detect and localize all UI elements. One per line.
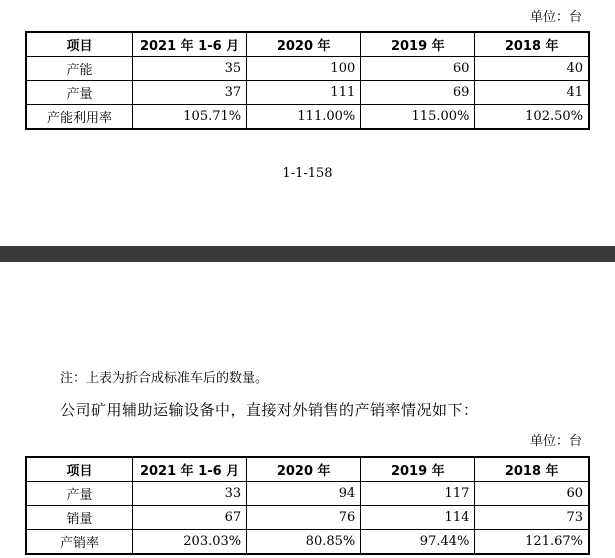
table-row xyxy=(26,506,589,530)
header-2021h1: 2021 年 1-6 月 xyxy=(133,32,247,57)
header-item: 项目 xyxy=(26,457,133,482)
table-row xyxy=(26,482,589,506)
page-divider xyxy=(0,246,615,262)
header-2019: 2019 年 xyxy=(361,32,475,57)
row-label: 产量 xyxy=(26,482,133,506)
header-2020: 2020 年 xyxy=(247,457,361,482)
header-2021h1: 2021 年 1-6 月 xyxy=(133,457,247,482)
table-row xyxy=(26,57,589,81)
row-label: 产能利用率 xyxy=(26,105,133,130)
cell-value: 60 xyxy=(361,57,475,81)
cell-value: 76 xyxy=(247,506,361,530)
table-row xyxy=(26,530,589,555)
header-2018: 2018 年 xyxy=(475,457,589,482)
cell-value: 60 xyxy=(475,482,589,506)
cell-value: 94 xyxy=(247,482,361,506)
cell-value: 121.67% xyxy=(475,530,589,555)
row-label: 产能 xyxy=(26,57,133,81)
table-row xyxy=(26,81,589,105)
cell-value: 41 xyxy=(475,81,589,105)
table-header-row xyxy=(26,457,589,482)
cell-value: 105.71% xyxy=(133,105,247,130)
header-item: 项目 xyxy=(26,32,133,57)
cell-value: 37 xyxy=(133,81,247,105)
cell-value: 97.44% xyxy=(361,530,475,555)
cell-value: 111.00% xyxy=(247,105,361,130)
table1-unit: 单位：台 xyxy=(529,10,582,25)
row-label: 产量 xyxy=(26,81,133,105)
cell-value: 73 xyxy=(475,506,589,530)
cell-value: 40 xyxy=(475,57,589,81)
header-2020: 2020 年 xyxy=(247,32,361,57)
table-note: 注：上表为折合成标准车后的数量。 xyxy=(60,371,269,386)
capacity-table xyxy=(25,31,590,130)
header-2018: 2018 年 xyxy=(475,32,589,57)
cell-value: 114 xyxy=(361,506,475,530)
cell-value: 67 xyxy=(133,506,247,530)
row-label: 销量 xyxy=(26,506,133,530)
table2-unit: 单位：台 xyxy=(529,434,582,449)
cell-value: 203.03% xyxy=(133,530,247,555)
cell-value: 80.85% xyxy=(247,530,361,555)
header-2019: 2019 年 xyxy=(361,457,475,482)
cell-value: 100 xyxy=(247,57,361,81)
cell-value: 33 xyxy=(133,482,247,506)
cell-value: 111 xyxy=(247,81,361,105)
page-number: 1-1-158 xyxy=(282,166,333,181)
body-paragraph: 公司矿用辅助运输设备中，直接对外销售的产销率情况如下： xyxy=(60,401,479,419)
sales-rate-table xyxy=(25,456,590,555)
table-row xyxy=(26,105,589,130)
row-label: 产销率 xyxy=(26,530,133,555)
cell-value: 115.00% xyxy=(361,105,475,130)
cell-value: 117 xyxy=(361,482,475,506)
cell-value: 102.50% xyxy=(475,105,589,130)
cell-value: 69 xyxy=(361,81,475,105)
table-header-row xyxy=(26,32,589,57)
cell-value: 35 xyxy=(133,57,247,81)
